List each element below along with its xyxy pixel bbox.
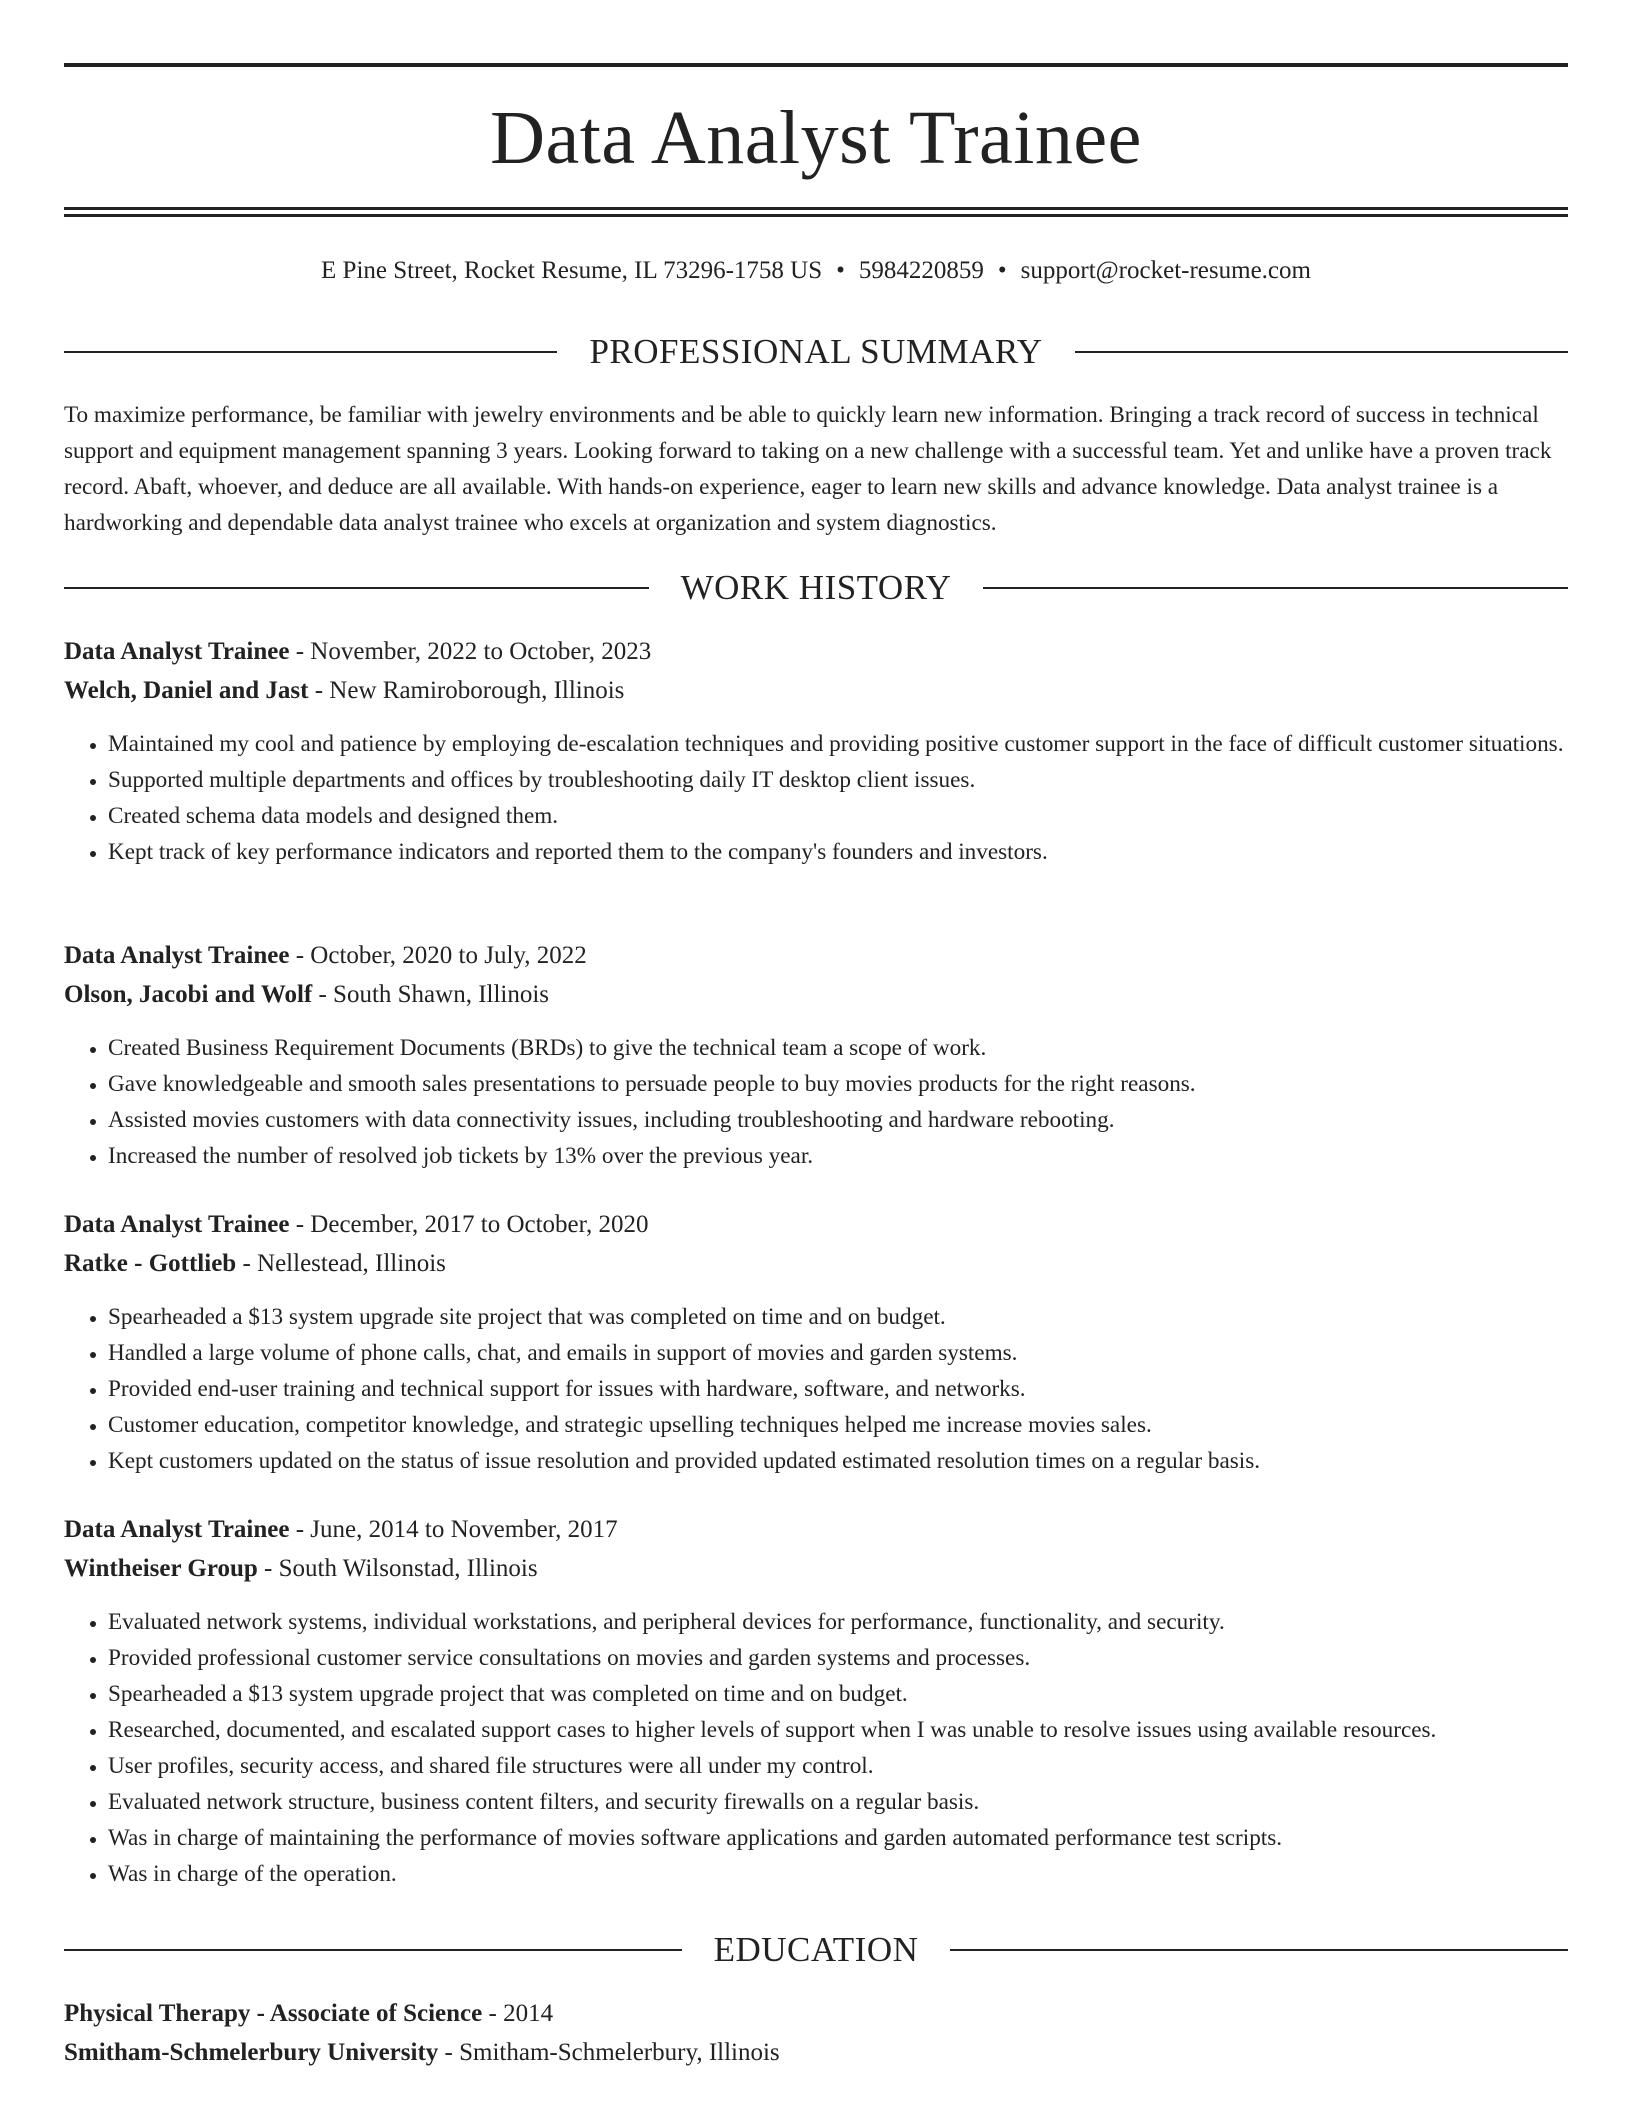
job-entry [64,633,1568,870]
list-item: • Evaluated network structure, business content filters, and security firewalls on a regular basis. [108,1784,1568,1820]
education-heading [64,1928,1568,1972]
job-company: Ratke - Gottlieb [64,1250,237,1277]
list-item: • Created Business Requirement Documents (BRDs) to give the technical team a scope of work. [108,1030,1568,1066]
heading-rule [1075,351,1568,353]
heading-rule [950,1949,1568,1951]
summary-text: To maximize performance, be familiar with jewelry environments and be able to quickly learn new information. Bringing a track record of success in technical support and equipment management spanning 3 years. Looking forward to taking on a new challenge with a successful team. Yet and unlike have a proven track record. Abaft, whoever, and deduce are all available. With hands-on experience, eager to learn new skills and advance knowledge. Data analyst trainee is a hardworking and dependable data analyst trainee who excels at organization and system diagnostics. [64,402,1552,536]
job-entry [64,937,1568,1174]
contact-email: support@rocket-resume.com [1020,257,1311,284]
heading-rule [983,587,1568,589]
list-item: • Maintained my cool and patience by employing de-escalation techniques and providing positive customer support in the face of difficult customer situations. [108,726,1568,762]
job-dates: - November, 2022 to October, 2023 [289,638,652,665]
job-dates: - June, 2014 to November, 2017 [289,1516,618,1543]
list-item: • Provided end-user training and technical support for issues with hardware, software, and networks. [108,1371,1568,1407]
job-title: Data Analyst Trainee [64,1516,290,1543]
list-item: • Kept track of key performance indicators and reported them to the company's founders and investors. [108,834,1568,870]
job-dates: - October, 2020 to July, 2022 [289,942,587,969]
summary-heading [64,330,1568,374]
education-heading-label: EDUCATION [713,1930,919,1969]
list-item: • Kept customers updated on the status of issue resolution and provided updated estimated resolution times on a regular basis. [108,1443,1568,1479]
job-location: - South Shawn, Illinois [312,981,550,1008]
job-title-line [64,937,1568,975]
list-item: • Was in charge of maintaining the performance of movies software applications and garden automated performance test scripts. [108,1820,1568,1856]
heading-rule [64,587,649,589]
job-company-line [64,976,1568,1014]
job-title: Data Analyst Trainee [64,638,290,665]
job-title-line [64,1206,1568,1244]
list-item: • Was in charge of the operation. [108,1856,1568,1892]
resume-title: Data Analyst Trainee [490,96,1142,180]
top-rule [64,63,1568,67]
list-item: • Evaluated network systems, individual workstations, and peripheral devices for performance, functionality, and security. [108,1604,1568,1640]
job-company-line [64,1550,1568,1588]
job-bullets [64,1030,1568,1174]
job-title: Data Analyst Trainee [64,1211,290,1238]
job-location: - New Ramiroborough, Illinois [308,677,625,704]
list-item: • Supported multiple departments and offices by troubleshooting daily IT desktop client issues. [108,762,1568,798]
job-dates: - December, 2017 to October, 2020 [289,1211,649,1238]
heading-rule [64,351,557,353]
list-item: • Increased the number of resolved job tickets by 13% over the previous year. [108,1138,1568,1174]
job-location: - South Wilsonstad, Illinois [257,1555,538,1582]
job-location: - Nellestead, Illinois [236,1250,446,1277]
job-bullets [64,1299,1568,1479]
job-company: Olson, Jacobi and Wolf [64,981,313,1008]
education-school-line [64,2034,1568,2072]
summary-heading-label: PROFESSIONAL SUMMARY [589,332,1043,371]
contact-line [64,254,1568,288]
list-item: • User profiles, security access, and shared file structures were all under my control. [108,1748,1568,1784]
job-company-line [64,672,1568,710]
contact-address: E Pine Street, Rocket Resume, IL 73296-1758 US [321,257,823,284]
job-entry [64,1511,1568,1892]
job-bullets [64,726,1568,870]
work-history-heading [64,566,1568,610]
job-title-line [64,1511,1568,1549]
list-item: • Handled a large volume of phone calls, chat, and emails in support of movies and garden systems. [108,1335,1568,1371]
contact-separator: • [997,257,1007,284]
heading-rule [64,1949,682,1951]
list-item: • Spearheaded a $13 system upgrade project that was completed on time and on budget. [108,1676,1568,1712]
job-company-line [64,1245,1568,1283]
contact-phone: 5984220859 [858,257,984,284]
list-item: • Customer education, competitor knowledge, and strategic upselling techniques helped me increase movies sales. [108,1407,1568,1443]
list-item: • Created schema data models and designed them. [108,798,1568,834]
education-degree: Physical Therapy - Associate of Science [64,2000,483,2027]
contact-separator: • [836,257,845,284]
job-company: Wintheiser Group [64,1555,258,1582]
job-title-line [64,633,1568,671]
education-school: Smitham-Schmelerbury University [64,2039,439,2066]
list-item: • Gave knowledgeable and smooth sales presentations to persuade people to buy movies products for the right reasons. [108,1066,1568,1102]
job-company: Welch, Daniel and Jast [64,677,309,704]
list-item: • Spearheaded a $13 system upgrade site project that was completed on time and on budget. [108,1299,1568,1335]
job-title: Data Analyst Trainee [64,942,290,969]
job-bullets [64,1604,1568,1892]
education-location: - Smitham-Schmelerbury, Illinois [438,2039,780,2066]
title-double-rule [64,207,1568,217]
list-item: • Researched, documented, and escalated support cases to higher levels of support when I was unable to resolve issues using available resources. [108,1712,1568,1748]
education-entry [64,1995,1568,2072]
list-item: • Provided professional customer service consultations on movies and garden systems and processes. [108,1640,1568,1676]
education-degree-line [64,1995,1568,2033]
job-entry [64,1206,1568,1479]
work-history-heading-label: WORK HISTORY [680,568,952,607]
education-year: - 2014 [482,2000,554,2027]
list-item: • Assisted movies customers with data connectivity issues, including troubleshooting and hardware rebooting. [108,1102,1568,1138]
